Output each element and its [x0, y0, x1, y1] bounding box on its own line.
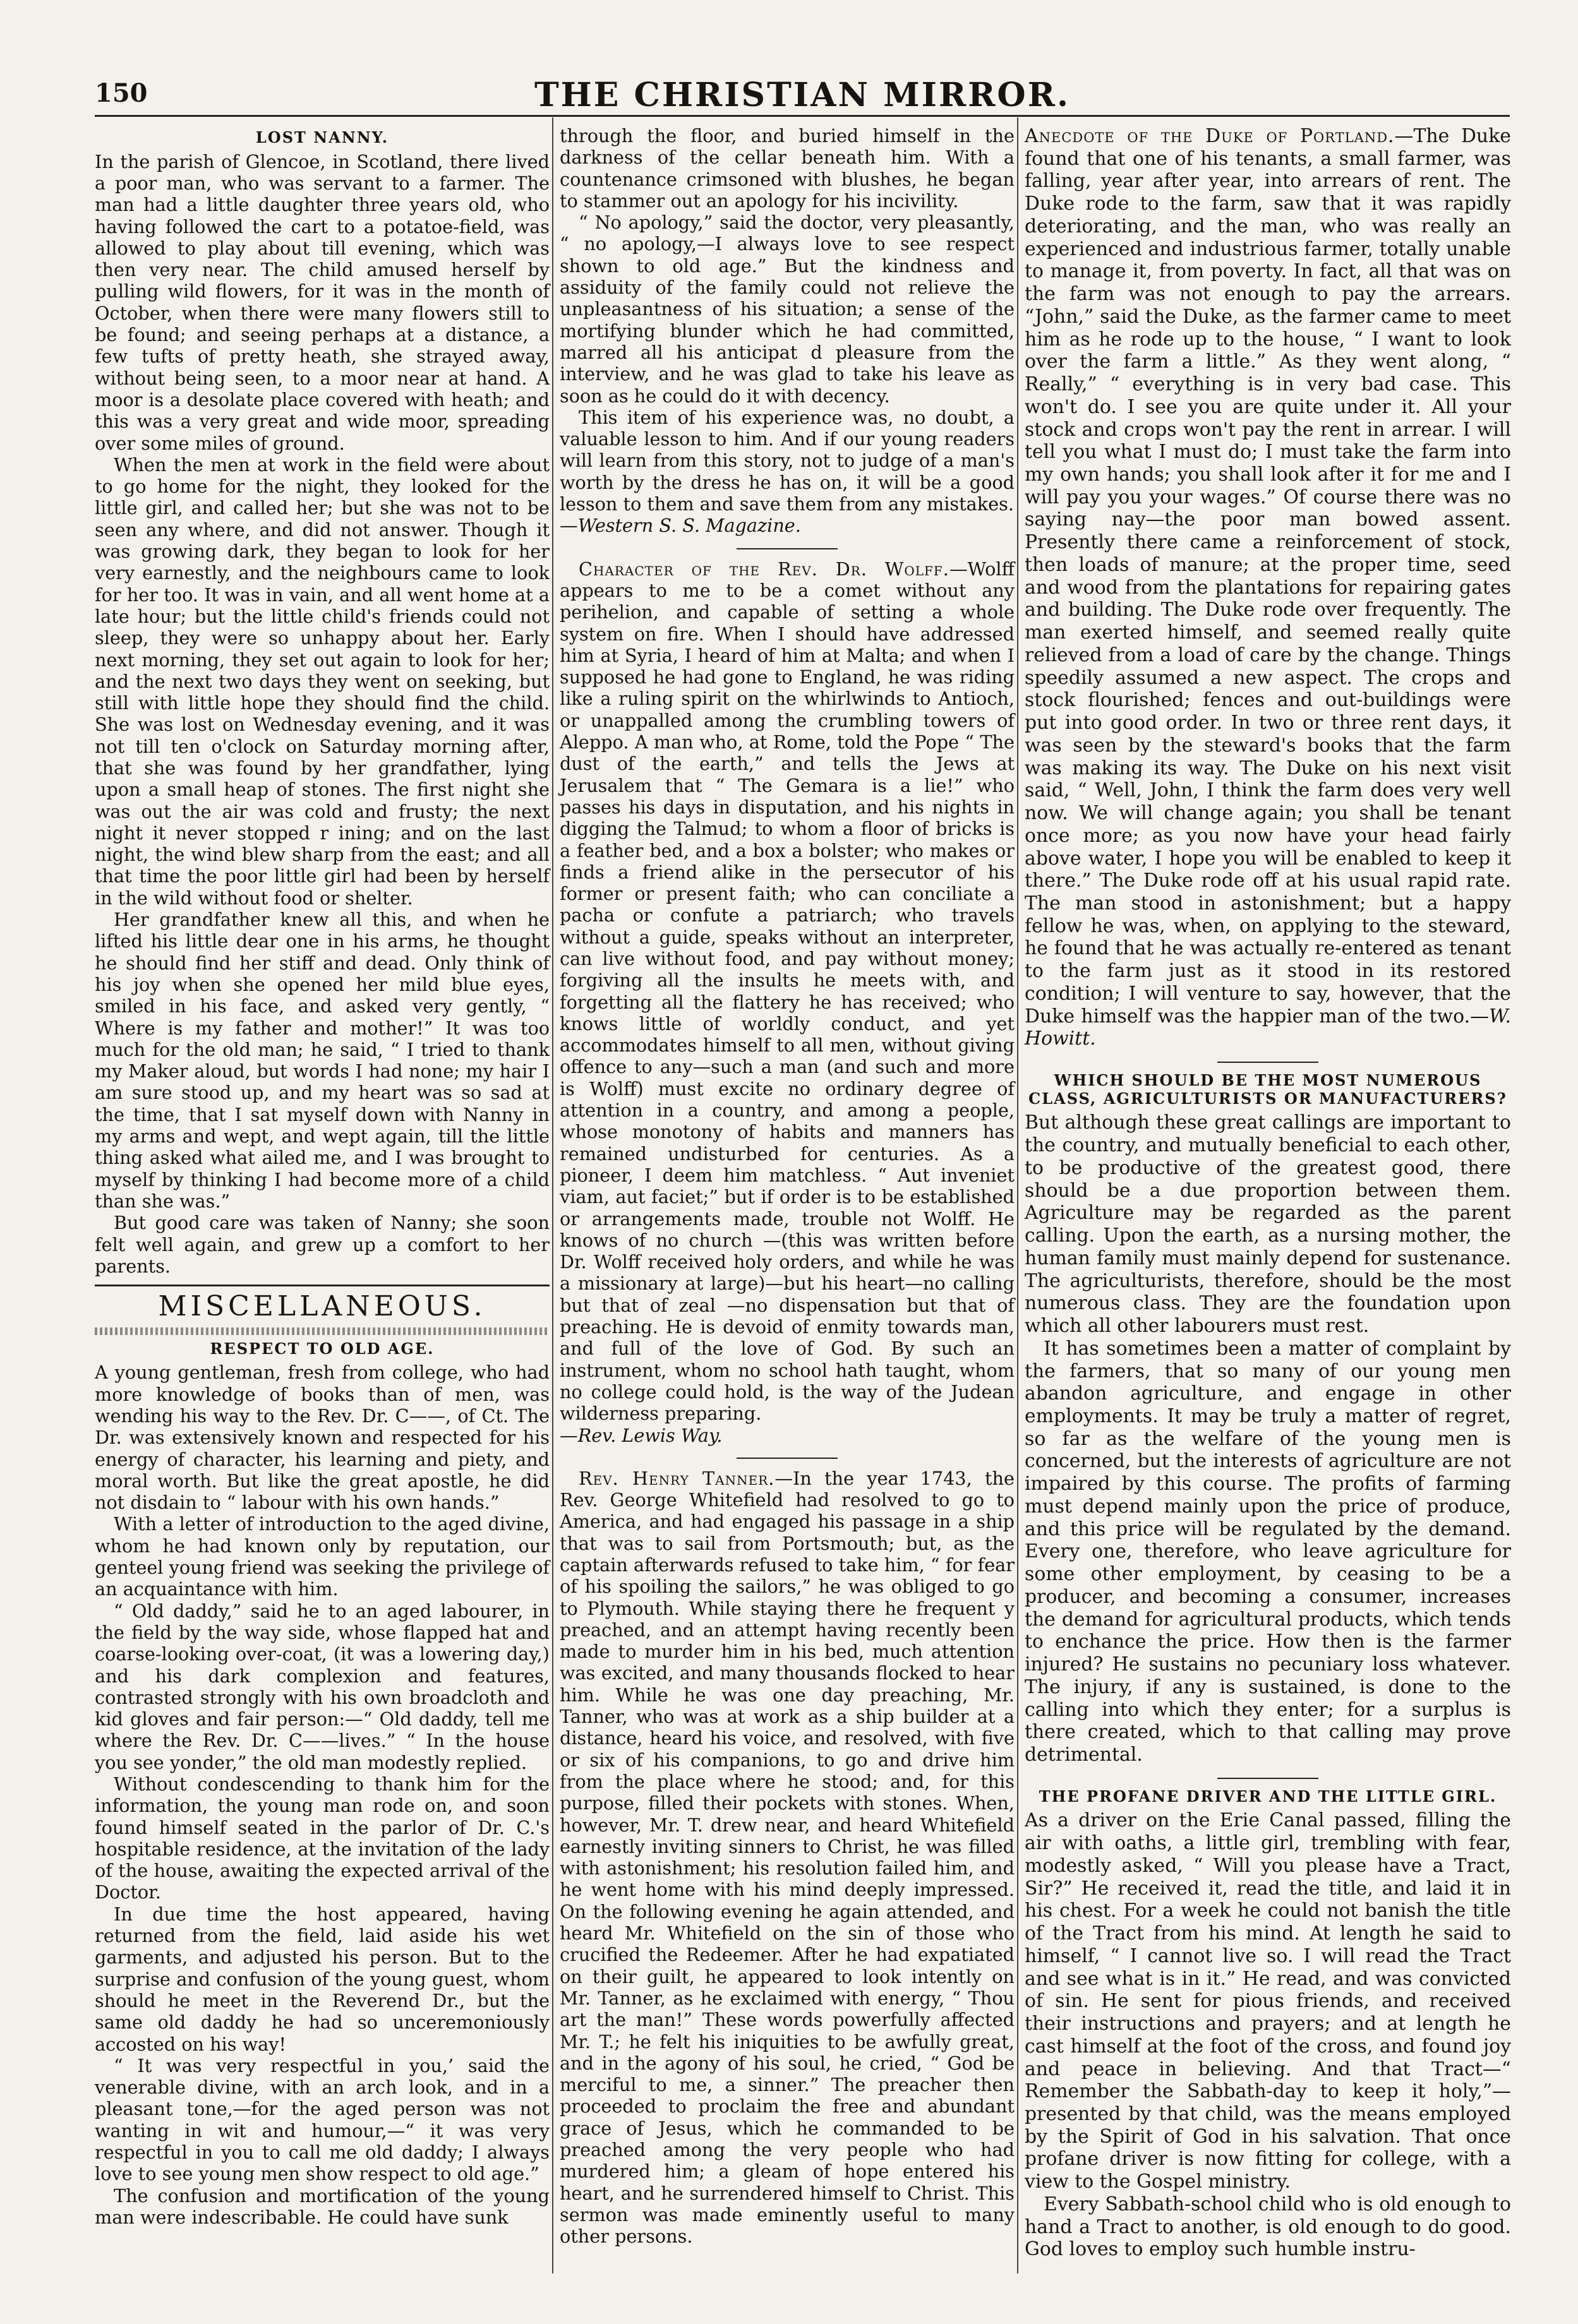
which-class-p2: It has sometimes been a matter of complaint by the farmers, that so many of our young men abandon agriculture, and engage in other employments. It may be truly a matter of regret, so far as the welfare of the young men is concerned, but the interests of agriculture are not impaired by this course. The profits of farming must depend mainly upon the price of produce, and this price will be regulated by the demand. Every one, therefore, who leave agriculture for some other employment, by ceasing to be a producer, and becoming a consumer, increases the demand for agricultural products, which tends to enchance the price. How then is the farmer injured? He sustains no pecuniary loss whatever. The injury, if any is sustained, is done to the calling into which they enter; for a surplus is there created, which to that calling may prove detrimental.	[1025, 1337, 1511, 1766]
which-class-p1: But although these great callings are important to the country, and mutually beneficial to each other, to be productive of the greatest good, there should be a due proportion between them. Agriculture may be regarded as the parent calling. Upon the earth, as a nursing mother, the human family must mainly depend for sustenance. The agriculturists, therefore, should be the most numerous class. They are the foundation upon which all other labourers must rest.	[1025, 1111, 1511, 1338]
lost-nanny-p1: In the parish of Glencoe, in Scotland, there lived a poor man, who was servant to a farmer. The man had a little daughter three years old, who having followed the cart to a potatoe-field, was allowed to play about till evening, which was then very near. The child amused herself by pulling wild flowers, for it was in the month of October, when there were many flowers still to be found; and seeing perhaps at a distance, a few tufts of pretty heath, she strayed away, without being seen, to a moor near at hand. A moor is a desolate place covered with heath; and this was a very great and wide moor, spreading over some miles of ground.	[95, 150, 550, 454]
column-1	[95, 125, 550, 2267]
profane-p2: Every Sabbath-school child who is old enough to hand a Tract to another, is old enough to do good. God loves to employ such humble instru-	[1025, 2193, 1511, 2261]
article-separator	[737, 1458, 838, 1459]
duke-source: —W. Howitt.	[1025, 1005, 1511, 1050]
column-3	[1025, 125, 1511, 2267]
section-rule	[95, 1285, 550, 1286]
wolff-source: —Rev. Lewis Way.	[560, 1424, 723, 1446]
column-divider-2	[1017, 117, 1018, 2273]
respect-cont-p2: “ No apology,” said the doctor, very pleasantly, “ no apology,—I always love to see respect shown to old age.” But the kindness and assiduity of the family could not relieve the unpleasantness of his situation; a sense of the mortifying blunder which he had committed, marred all his anticipat d pleasure from the interview, and he was glad to take his leave as soon as he could do it with decency.	[560, 212, 1015, 407]
lost-nanny-title: LOST NANNY.	[255, 128, 389, 147]
article-separator	[737, 548, 838, 549]
page-header	[95, 76, 1510, 114]
respect-p1: A young gentleman, fresh from college, who had more knowledge of books than of men, was wending his way to the Rev. Dr. C——, of Ct. The Dr. was extensively known and respected for his energy of character, his learning and piety, and moral worth. But like the great apostle, he did not disdain to “ labour with his own hands.”	[95, 1362, 550, 1514]
duke-p1	[1025, 125, 1511, 1050]
respect-p2: With a letter of introduction to the aged divine, whom he had known only by reputation, our genteel young friend was seeking the privilege of an acquaintance with him.	[95, 1513, 550, 1600]
wolff-text: —Wolff appears to me to be a comet without any perihelion, and capable of setting a whole system on fire. When I should have addressed him at Syria, I heard of him at Malta; and when I supposed he had gone to England, he was riding like a ruling spirit on the whirlwinds to Antioch, or unappalled among the crumbling towers of Aleppo. A man who, at Rome, told the Pope “ The dust of the earth,” and tells the Jews at Jerusalem that “ The Gemara is a lie!” who passes his days in disputation, and his nights in digging the Talmud; to whom a floor of bricks is a feather bed, and a box a bolster; who makes or finds a friend alike in the persecutor of his former or present faith; who can conciliate a pacha or confute a patriarch; who travels without a guide, speaks without an interpreter, can live without food, and pay without money; forgiving all the insults he meets with, and forgetting all the flattery he has received; who knows little of worldly conduct, and yet accommodates himself to all men, without giving offence to any—such a man (and such and more is Wolff) must excite no ordinary degree of attention in a country, and among a people, whose monotony of habits and manners has remained undisturbed for centuries. As a pioneer, I deem him matchless. “ Aut inveniet viam, aut faciet;” but if order is to be established or arrangements made, trouble not Wolff. He knows of no church —(this was written before Dr. Wolff received holy orders, and while he was a missionary at large)—but his heart—no calling but that of zeal —no dispensation but that of preaching. He is devoid of enmity towards man, and full of the love of God. By such an instrument, whom no school hath taught, whom no college could hold, is the way of the Judean wilderness preparing.	[560, 558, 1015, 1425]
article-separator	[1217, 1778, 1318, 1779]
respect-p4: Without condescending to thank him for the information, the young man rode on, and soon found himself seated in the parlor of Dr. C.'s hospitable residence, at the invitation of the lady of the house, awaiting the expected arrival of the Doctor.	[95, 1773, 550, 1903]
respect-cont-p3-text: This item of his experience was, no doubt, a valuable lesson to him. And if our young readers will learn from this story, not to judge of a man's worth by the dress he has on, it will be a good lesson to them and save them from any mistakes.	[560, 406, 1015, 515]
respect-cont-p3	[560, 407, 1015, 537]
column-divider-1	[552, 117, 553, 2273]
respect-cont-p1: through the floor, and buried himself in the darkness of the cellar beneath him. With a countenance crimsoned with blushes, he began to stammer out an apology for his incivility.	[560, 125, 1015, 212]
respect-p7: The confusion and mortification of the young man were indescribable. He could have sunk	[95, 2184, 550, 2228]
tanner-heading: Rev. Henry Tanner.	[579, 1467, 775, 1489]
tanner-text: —In the year 1743, the Rev. George Whitefield had resolved to go to America, and had engaged his passage in a ship that was to sail from Portsmouth; but, as the captain afterwards refused to take him, “ for fear of his spoiling the sailors,” he was obliged to go to Plymouth. While staying there he frequent y preached, and an attempt having recently been made to murder him in his bed, much attention was excited, and many thousands flocked to hear him. While he was one day preaching, Mr. Tanner, who was at work as a ship builder at a distance, heard his voice, and resolved, with five or six of his companions, to go and drive him from the place where he stood; and, for this purpose, filled their pockets with stones. When, however, Mr. T. drew near, and heard Whitefield earnestly inviting sinners to Christ, he was filled with astonishment; his resolution failed him, and he went home with his mind deeply impressed. On the following evening he again attended, and heard Mr. Whitefield on the sin of those who crucified the Redeemer. After he had expatiated on their guilt, he appeared to look intently on Mr. Tanner, as he exclaimed with energy, “ Thou art the man!” These words powerfully affected Mr. T.; he felt his iniquities to be awfully great, and in the agony of his soul, he cried, “ God be merciful to me, a sinner.” The preacher then proceeded to proclaim the free and abundant grace of Jesus, which he commanded to be preached among the very people who had murdered him; a gleam of hope entered his heart, and he surrendered himself to Christ. This sermon was made eminently useful to many other persons.	[560, 1467, 1015, 2248]
article-separator	[1217, 1062, 1318, 1063]
tanner-p1	[560, 1468, 1015, 2248]
journal-title: THE CHRISTIAN MIRROR.	[534, 76, 1071, 114]
duke-heading: Anecdote of the Duke of Portland.	[1025, 125, 1395, 147]
miscellaneous-heading: MISCELLANEOUS.	[158, 1290, 486, 1323]
lost-nanny-p4: But good care was taken of Nanny; she soon felt well again, and grew up a comfort to her parents.	[95, 1212, 550, 1277]
respect-p3: “ Old daddy,” said he to an aged labourer, in the field by the way side, whose flapped hat and coarse-looking over-coat, (it was a lowering day,) and his dark complexion and features, contrasted strongly with his own broadcloth and kid gloves and fair person:—“ Old daddy, tell me where the Rev. Dr. C——lives.” “ In the house you see yonder,” the old man modestly replied.	[95, 1600, 550, 1773]
respect-p5: In due time the host appeared, having returned from the field, laid aside his wet garments, and adjusted his person. But to the surprise and confusion of the young guest, whom should he meet in the Reverend Dr., but the same old daddy he had so unceremoniously accosted on his way!	[95, 1903, 550, 2055]
respect-p6: “ It was very respectful in you,’ said the venerable divine, with an arch look, and in a pleasant tone,—for the aged person was not wanting in wit and humour,—“ it was very respectful in you to call me old daddy; I always love to see young men show respect to old age.”	[95, 2054, 550, 2185]
profane-p1: As a driver on the Erie Canal passed, filling the air with oaths, a little girl, trembling with fear, modestly asked, “ Will you please have a Tract, Sir?” He received it, read the title, and laid it in his chest. For a week he could not banish the title of the Tract from his mind. At length he said to himself, “ I cannot live so. I will read the Tract and see what is in it.” He read, and was convicted of sin. He sent for pious friends, and received their instructions and prayers; and at length he cast himself at the foot of the cross, and found joy and peace in believing. And that Tract—“ Remember the Sabbath-day to keep it holy,”—presented by that child, was the means employed by the Spirit of God in his salvation. That once profane driver is now fitting for college, with a view to the Gospel ministry.	[1025, 1809, 1511, 2193]
lost-nanny-p2: When the men at work in the field were about to go home for the night, they looked for the little girl, and called her; but she was not to be seen any where, and did not answer. Though it was growing dark, they began to look for her very earnestly, and the neighbours came to look for her too. It was in vain, and all went home at a late hour; but the little child's friends could not sleep, they were so unhappy about her. Early next morning, they set out again to look for her; and the next two days they went on seeking, but still with little hope they should find the child. She was lost on Wednesday evening, and it was not till ten o'clock on Saturday morning after, that she was found by her grandfather, lying upon a small heap of stones. The first night she was out the air was cold and frusty; the next night it never stopped r ining; and on the last night, the wind blew sharp from the east; and all that time the poor little girl had been by herself in the wild without food or shelter.	[95, 453, 550, 909]
wolff-heading: Character of the Rev. Dr. Wolff.	[579, 558, 949, 580]
respect-source: —Western S. S. Magazine.	[560, 515, 801, 537]
lost-nanny-p3: Her grandfather knew all this, and when he lifted his little dear one in his arms, he thought he should find her stiff and dead. Only think of his joy when she opened her mild blue eyes, smiled in his face, and asked very gently, “ Where is my father and mother!” It was too much for the old man; he said, “ I tried to thank my Maker aloud, but words I had none; my hair I am sure stood up, and my heart was so sad at the time, that I sat myself down with Nanny in my arms and wept, and wept again, till the little thing asked what ailed me, and I was brought to myself by thinking I had become more of a child than she was.”	[95, 909, 550, 1212]
which-class-title: WHICH SHOULD BE THE MOST NUMEROUS CLASS, AGRICULTURISTS OR MANUFACTURERS?	[1028, 1071, 1507, 1108]
ornamental-rule	[95, 1327, 550, 1335]
wolff-p1	[560, 558, 1015, 1446]
respect-title: RESPECT TO OLD AGE.	[210, 1339, 435, 1358]
column-2	[560, 125, 1015, 2267]
header-rule	[95, 115, 1510, 117]
profane-title: THE PROFANE DRIVER AND THE LITTLE GIRL.	[1039, 1787, 1497, 1806]
page-number: 150	[95, 78, 148, 108]
duke-text: —The Duke found that one of his tenants, a small farmer, was falling, year after year, into arrears of rent. The Duke rode to the farm, saw that it was rapidly deteriorating, and the man, who was really an experienced and industrious farmer, totally unable to manage it, from poverty. In fact, all that was on the farm was not enough to pay the arrears. “John,” said the Duke, as the farmer came to meet him as he rode up to the house, “ I want to look over the farm a little.” As they went along, “ Really,” “ everything is in very bad case. This won't do. I see you are quite under it. All your stock and crops won't pay the rent in arrear. I will tell you what I must do; I must take the farm into my own hands; you shall look after it for me and I will pay you your wages.” Of course there was no saying nay—the poor man bowed assent. Presently there came a reinforcement of stock, then loads of manure; at the proper time, seed and wood from the plantations for repairing gates and building. The Duke rode over frequently. The man exerted himself, and seemed really quite relieved from a load of care by the change. Things speedily assumed a new aspect. The crops and stock flourished; fences and out-buildings were put into good order. In two or three rent days, it was seen by the steward's books that the farm was making its way. The Duke on his next visit said, “ Well, John, I think the farm does very well now. We will change again; you shall be tenant once more; as you now have your head fairly above water, I hope you will be enabled to keep it there.” The Duke rode off at his usual rapid rate. The man stood in astonishment; but a happy fellow he was, when, on applying to the steward, he found that he was actually re-entered as tenant to the farm just as it stood in its restored condition; I will venture to say, however, that the Duke himself was the happier man of the two.	[1025, 125, 1511, 1027]
